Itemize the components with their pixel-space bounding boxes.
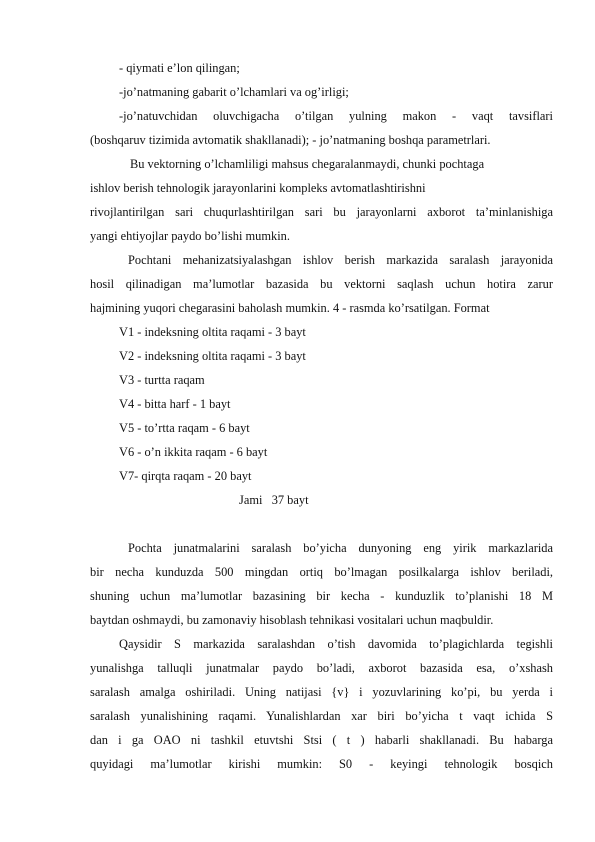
total-line: Jami 37 bayt [239,493,309,507]
text-line: V3 - turtta raqam [119,373,205,387]
text-line: Pochtani mehanizatsiyalashgan ishlov berish markazida saralash jarayonida [128,253,553,267]
text-line: quyidagi ma’lumotlar kirishi mumkin: S0 - keyingi tehnologik bosqich [90,757,553,771]
text-line: hosil qilinadigan ma’lumotlar bazasida bu vektorni saqlash uchun hotira zarur [90,277,553,291]
text-line: V5 - to’rtta raqam - 6 bayt [119,421,250,435]
text-line: V7- qirqta raqam - 20 bayt [119,469,252,483]
text-line: -jo’natuvchidan oluvchigacha o’tilgan yulning makon - vaqt tavsiflari [119,109,553,123]
text-line: Qaysidir S markazida saralashdan o’tish davomida to’plagichlarda tegishli [119,637,553,651]
text-line: Pochta junatmalarini saralash bo’yicha dunyoning eng yirik markazlarida [128,541,553,555]
text-line: hajmining yuqori chegarasini baholash mumkin. 4 - rasmda ko’rsatilgan. Format [90,301,490,315]
text-line: dan i ga OAO ni tashkil etuvtshi Stsi ( t ) habarli shakllanadi. Bu habarga [90,733,553,747]
text-line: bir necha kunduzda 500 mingdan ortiq bo’lmagan posilkalarga ishlov beriladi, [90,565,553,579]
text-line: Bu vektorning o’lchamliligi mahsus chegaralanmaydi, chunki pochtaga [130,157,485,171]
text-line: yangi ehtiyojlar paydo bo’lishi mumkin. [90,229,290,243]
text-line: ishlov berish tehnologik jarayonlarini kompleks avtomatlashtirishni [90,181,426,195]
text-line: saralash yunalishining raqami. Yunalishlardan xar biri bo’yicha t vaqt ichida S [90,709,553,723]
text-line: V6 - o’n ikkita raqam - 6 bayt [119,445,268,459]
text-line: rivojlantirilgan sari chuqurlashtirilgan sari bu jarayonlarni axborot ta’minlanishiga [90,205,553,219]
text-line: baytdan oshmaydi, bu zamonaviy hisoblash tehnikasi vositalari uchun maqbuldir. [90,613,494,627]
text-line: V4 - bitta harf - 1 bayt [119,397,231,411]
text-line: yunalishga talluqli junatmalar paydo bo’ladi, axborot bazasida esa, o’xshash [90,661,553,675]
text-line: shuning uchun ma’lumotlar bazasining bir kecha - kunduzlik to’planishi 18 M [90,589,553,603]
text-line: V2 - indeksning oltita raqami - 3 bayt [119,349,306,363]
text-line: -jo’natmaning gabarit o’lchamlari va og’irligi; [119,85,349,99]
text-line: - qiymati e’lon qilingan; [119,61,240,75]
text-line: V1 - indeksning oltita raqami - 3 bayt [119,325,306,339]
text-line: (boshqaruv tizimida avtomatik shakllanadi); - jo’natmaning boshqa parametrlari. [90,133,491,147]
text-line: saralash amalga oshiriladi. Uning natijasi {v} i yozuvlarining ko’pi, bu yerda i [90,685,553,699]
